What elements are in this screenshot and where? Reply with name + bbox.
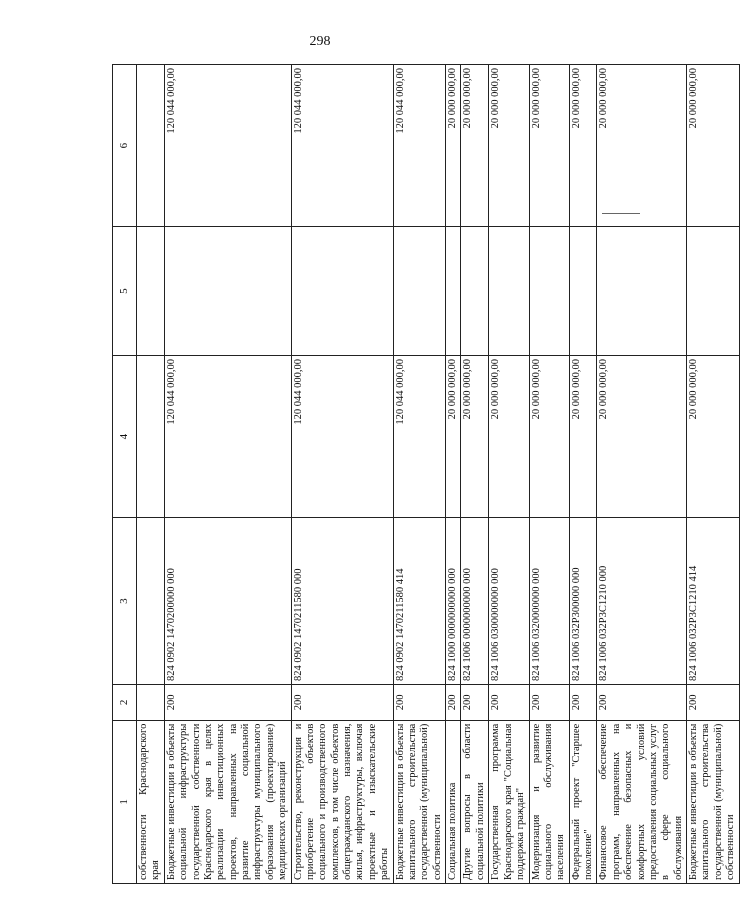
row-name: Бюджетные инвестиции в объекты капитального строительства государственной (муниципальной) собственности: [393, 720, 446, 883]
row-sum-col4: 20 000 000,00: [529, 356, 569, 518]
row-sum-col5: [461, 227, 489, 356]
row-sum-col6: 20 000 000,00: [569, 65, 597, 227]
row-code: 824 1006 032P3C1210 414: [687, 518, 740, 685]
row-name: Федеральный проект "Старшее поколение": [569, 720, 597, 883]
row-sum-col6: 20 000 000,00: [489, 65, 529, 227]
row-sum-col5: [489, 227, 529, 356]
row-name: Бюджетные инвестиции в объекты социальной инфраструктуры государственной собственности Краснодарского края в целях реализации инвестиционных проектов, направленных на развитие социальной инфраструктуры муниципального образования (проектирование) медицинских организаций: [164, 720, 291, 883]
table-row: [137, 65, 165, 884]
row-ministry: 200: [597, 685, 687, 721]
budget-table: [112, 64, 740, 884]
row-name: Социальная политика: [446, 720, 461, 883]
row-code: 824 1006 0300000000 000: [489, 518, 529, 685]
row-sum-col6: 120 044 000,00: [164, 65, 291, 227]
row-sum-col4: 120 044 000,00: [164, 356, 291, 518]
row-sum-col6: 20 000 000,00: [687, 65, 740, 227]
row-code: 824 1006 0000000000 000: [461, 518, 489, 685]
rotated-table-container: [112, 64, 737, 884]
row-sum-col5: [529, 227, 569, 356]
table-row: [529, 65, 569, 884]
row-name: Государственная программа Краснодарского края "Социальная поддержка граждан": [489, 720, 529, 883]
table-row: [393, 65, 446, 884]
row-sum-col6: [137, 65, 165, 227]
table-row: [291, 65, 393, 884]
row-sum-col5: [597, 227, 687, 356]
column-header: 5: [113, 227, 137, 356]
row-sum-col6: 20 000 000,00: [529, 65, 569, 227]
row-ministry: 200: [529, 685, 569, 721]
row-name: Другие вопросы в области социальной политики: [461, 720, 489, 883]
row-sum-col5: [137, 227, 165, 356]
row-code: 824 0902 1470211580 414: [393, 518, 446, 685]
row-sum-col6: 20 000 000,00: [597, 65, 687, 227]
row-sum-col5: [569, 227, 597, 356]
table-row: [489, 65, 529, 884]
row-sum-col6: 20 000 000,00: [446, 65, 461, 227]
table-row: [687, 65, 740, 884]
row-sum-col4: 20 000 000,00: [446, 356, 461, 518]
column-header: 3: [113, 518, 137, 685]
row-code: 824 1000 0000000000 000: [446, 518, 461, 685]
row-name: собственности Краснодарского края: [137, 720, 165, 883]
row-ministry: 200: [461, 685, 489, 721]
row-code: 824 1006 032P300000 000: [569, 518, 597, 685]
row-ministry: 200: [393, 685, 446, 721]
row-sum-col6: 20 000 000,00: [461, 65, 489, 227]
table-row: [597, 65, 687, 884]
row-sum-col5: [164, 227, 291, 356]
row-code: 824 0902 1470211580 000: [291, 518, 393, 685]
row-sum-col4: 20 000 000,00: [569, 356, 597, 518]
row-sum-col4: 120 044 000,00: [291, 356, 393, 518]
column-header: 1: [113, 720, 137, 883]
row-sum-col4: 20 000 000,00: [687, 356, 740, 518]
row-sum-col6: 120 044 000,00: [393, 65, 446, 227]
row-name: Модернизация и развитие социального обслуживания населения: [529, 720, 569, 883]
table-row: [461, 65, 489, 884]
row-ministry: 200: [687, 685, 740, 721]
row-ministry: 200: [446, 685, 461, 721]
row-code: 824 1006 032P3C1210 000: [597, 518, 687, 685]
row-sum-col5: [291, 227, 393, 356]
margin-mark: [602, 213, 640, 214]
table-row: [569, 65, 597, 884]
table-row: [446, 65, 461, 884]
table-row: [164, 65, 291, 884]
page-number: 298: [309, 34, 331, 49]
row-sum-col5: [687, 227, 740, 356]
row-ministry: 200: [291, 685, 393, 721]
row-name: Строительство, реконструкция и приобретение объектов социального и производственного комплексов, в том числе объектов общегражданского назначения, жилья, инфраструктуры, включая проектные и изыскательские работы: [291, 720, 393, 883]
row-sum-col5: [446, 227, 461, 356]
column-header: 4: [113, 356, 137, 518]
column-header: 2: [113, 685, 137, 721]
row-name: Финансовое обеспечение программ, направленных на обеспечение безопасных и комфортных условий предоставления социальных услуг в сфере социального обслуживания: [597, 720, 687, 883]
row-ministry: 200: [489, 685, 529, 721]
row-sum-col6: 120 044 000,00: [291, 65, 393, 227]
row-sum-col4: 20 000 000,00: [489, 356, 529, 518]
row-sum-col4: 20 000 000,00: [597, 356, 687, 518]
row-sum-col4: [137, 356, 165, 518]
row-ministry: [137, 685, 165, 721]
header-row: [113, 65, 137, 884]
row-ministry: 200: [164, 685, 291, 721]
row-sum-col4: 120 044 000,00: [393, 356, 446, 518]
row-ministry: 200: [569, 685, 597, 721]
row-name: Бюджетные инвестиции в объекты капитального строительства государственной (муниципальной) собственности: [687, 720, 740, 883]
row-code: [137, 518, 165, 685]
row-code: 824 1006 0320000000 000: [529, 518, 569, 685]
row-sum-col4: 20 000 000,00: [461, 356, 489, 518]
row-sum-col5: [393, 227, 446, 356]
column-header: 6: [113, 65, 137, 227]
row-code: 824 0902 1470200000 000: [164, 518, 291, 685]
